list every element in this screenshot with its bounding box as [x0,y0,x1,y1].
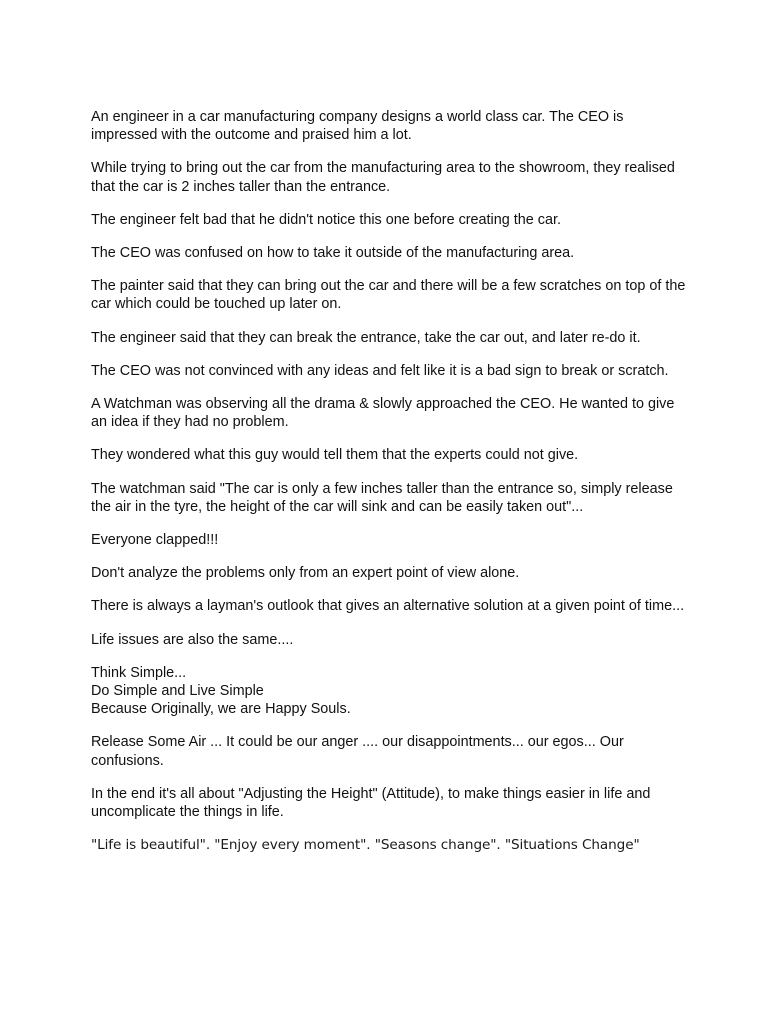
paragraph-painter: The painter said that they can bring out the car and there will be a few scratches on top of the car which could be touched up later on. [91,278,686,313]
paragraph-closing-quotes: "Life is beautiful". "Enjoy every moment". "Seasons change". "Situations Change" [91,837,640,854]
paragraph-release-air: Release Some Air ... It could be our anger .... our disappointments... our egos... Our confusions. [91,734,624,769]
paragraph-watchman-approach: A Watchman was observing all the drama & slowly approached the CEO. He wanted to give an idea if they had no problem. [91,396,675,431]
paragraph-dont-analyze: Don't analyze the problems only from an expert point of view alone. [91,565,520,582]
paragraph-watchman-said: The watchman said "The car is only a few inches taller than the entrance so, simply release the air in the tyre, the height of the car will sink and can be easily taken out"... [91,480,673,515]
paragraph-life-issues: Life issues are also the same.... [91,631,294,648]
paragraph-intro: An engineer in a car manufacturing company designs a world class car. The CEO is impressed with the outcome and praised him a lot. [91,109,624,144]
document-body [91,108,691,869]
paragraph-layman: There is always a layman's outlook that gives an alternative solution at a given point of time... [91,598,685,615]
paragraph-ceo-confused: The CEO was confused on how to take it outside of the manufacturing area. [91,245,575,262]
paragraph-engineer-break: The engineer said that they can break the entrance, take the car out, and later re-do it. [91,329,641,346]
paragraph-adjusting-height: In the end it's all about "Adjusting the Height" (Attitude), to make things easier in life and uncomplicate the things in life. [91,785,651,821]
paragraph-car-taller: While trying to bring out the car from the manufacturing area to the showroom, they realised that the car is 2 inches taller than the entrance. [91,160,675,195]
paragraph-ceo-not-convinced: The CEO was not convinced with any ideas and felt like it is a bad sign to break or scratch. [91,362,669,379]
paragraph-think-simple: Think Simple... Do Simple and Live Simple Because Originally, we are Happy Souls. [91,664,351,718]
paragraph-wondered: They wondered what this guy would tell them that the experts could not give. [91,447,579,464]
paragraph-engineer-felt-bad: The engineer felt bad that he didn't notice this one before creating the car. [91,211,561,228]
paragraph-clapped: Everyone clapped!!! [91,532,219,549]
